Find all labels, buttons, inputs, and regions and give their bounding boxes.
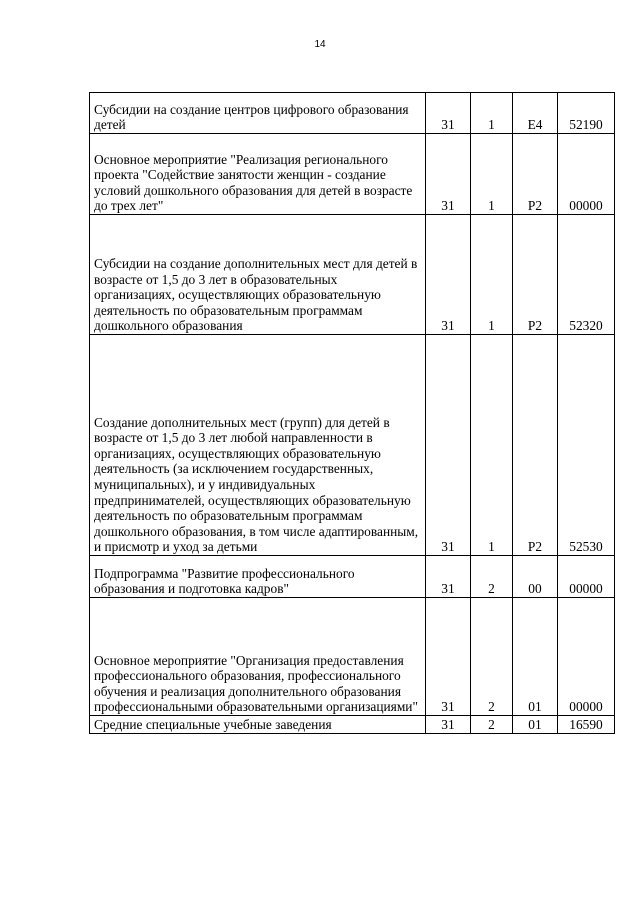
row-name: Основное мероприятие "Реализация регионального проекта "Содействие занятости женщин - создание условий дошкольного образования для детей в возрасте до трех лет" [90, 134, 426, 215]
code-cell: 00000 [558, 134, 615, 215]
row-name: Субсидии на создание дополнительных мест для детей в возрасте от 1,5 до 3 лет в образовательных организациях, осуществляющих образовательную деятельность по образовательным программам дошкольного образования [90, 215, 426, 335]
code-cell: 2 [471, 716, 513, 734]
table-row [90, 215, 615, 335]
table-row [90, 93, 615, 134]
table-row [90, 134, 615, 215]
code-cell: 31 [426, 134, 471, 215]
code-cell: P2 [513, 215, 558, 335]
table-row [90, 598, 615, 716]
code-cell: 1 [471, 215, 513, 335]
page-number: 14 [314, 39, 326, 50]
code-cell: 01 [513, 716, 558, 734]
code-cell: 16590 [558, 716, 615, 734]
code-cell: 2 [471, 598, 513, 716]
table-row [90, 556, 615, 598]
row-name: Субсидии на создание центров цифрового образования детей [90, 93, 426, 134]
code-cell: 00 [513, 556, 558, 598]
table-row [90, 716, 615, 734]
code-cell: E4 [513, 93, 558, 134]
code-cell: 1 [471, 335, 513, 556]
code-cell: 01 [513, 598, 558, 716]
row-name: Основное мероприятие "Организация предоставления профессионального образования, профессионального обучения и реализация дополнительного образования профессиональными образовательными организациями" [90, 598, 426, 716]
code-cell: 31 [426, 335, 471, 556]
code-cell: 00000 [558, 556, 615, 598]
table-row [90, 335, 615, 556]
budget-classification-table [89, 92, 615, 734]
code-cell: 31 [426, 598, 471, 716]
code-cell: 31 [426, 556, 471, 598]
code-cell: 52320 [558, 215, 615, 335]
row-name: Средние специальные учебные заведения [90, 716, 426, 734]
code-cell: 52190 [558, 93, 615, 134]
code-cell: 31 [426, 215, 471, 335]
code-cell: 1 [471, 134, 513, 215]
code-cell: 1 [471, 93, 513, 134]
code-cell: P2 [513, 335, 558, 556]
code-cell: 2 [471, 556, 513, 598]
code-cell: 52530 [558, 335, 615, 556]
row-name: Создание дополнительных мест (групп) для детей в возрасте от 1,5 до 3 лет любой направленности в организациях, осуществляющих образовательную деятельность (за исключением государственных, муниципальных), и у индивидуальных предпринимателей, осуществляющих образовательную деятельность по образовательным программам дошкольного образования, в том числе адаптированным, и присмотр и уход за детьми [90, 335, 426, 556]
code-cell: 31 [426, 93, 471, 134]
code-cell: P2 [513, 134, 558, 215]
row-name: Подпрограмма "Развитие профессионального образования и подготовка кадров" [90, 556, 426, 598]
code-cell: 00000 [558, 598, 615, 716]
code-cell: 31 [426, 716, 471, 734]
